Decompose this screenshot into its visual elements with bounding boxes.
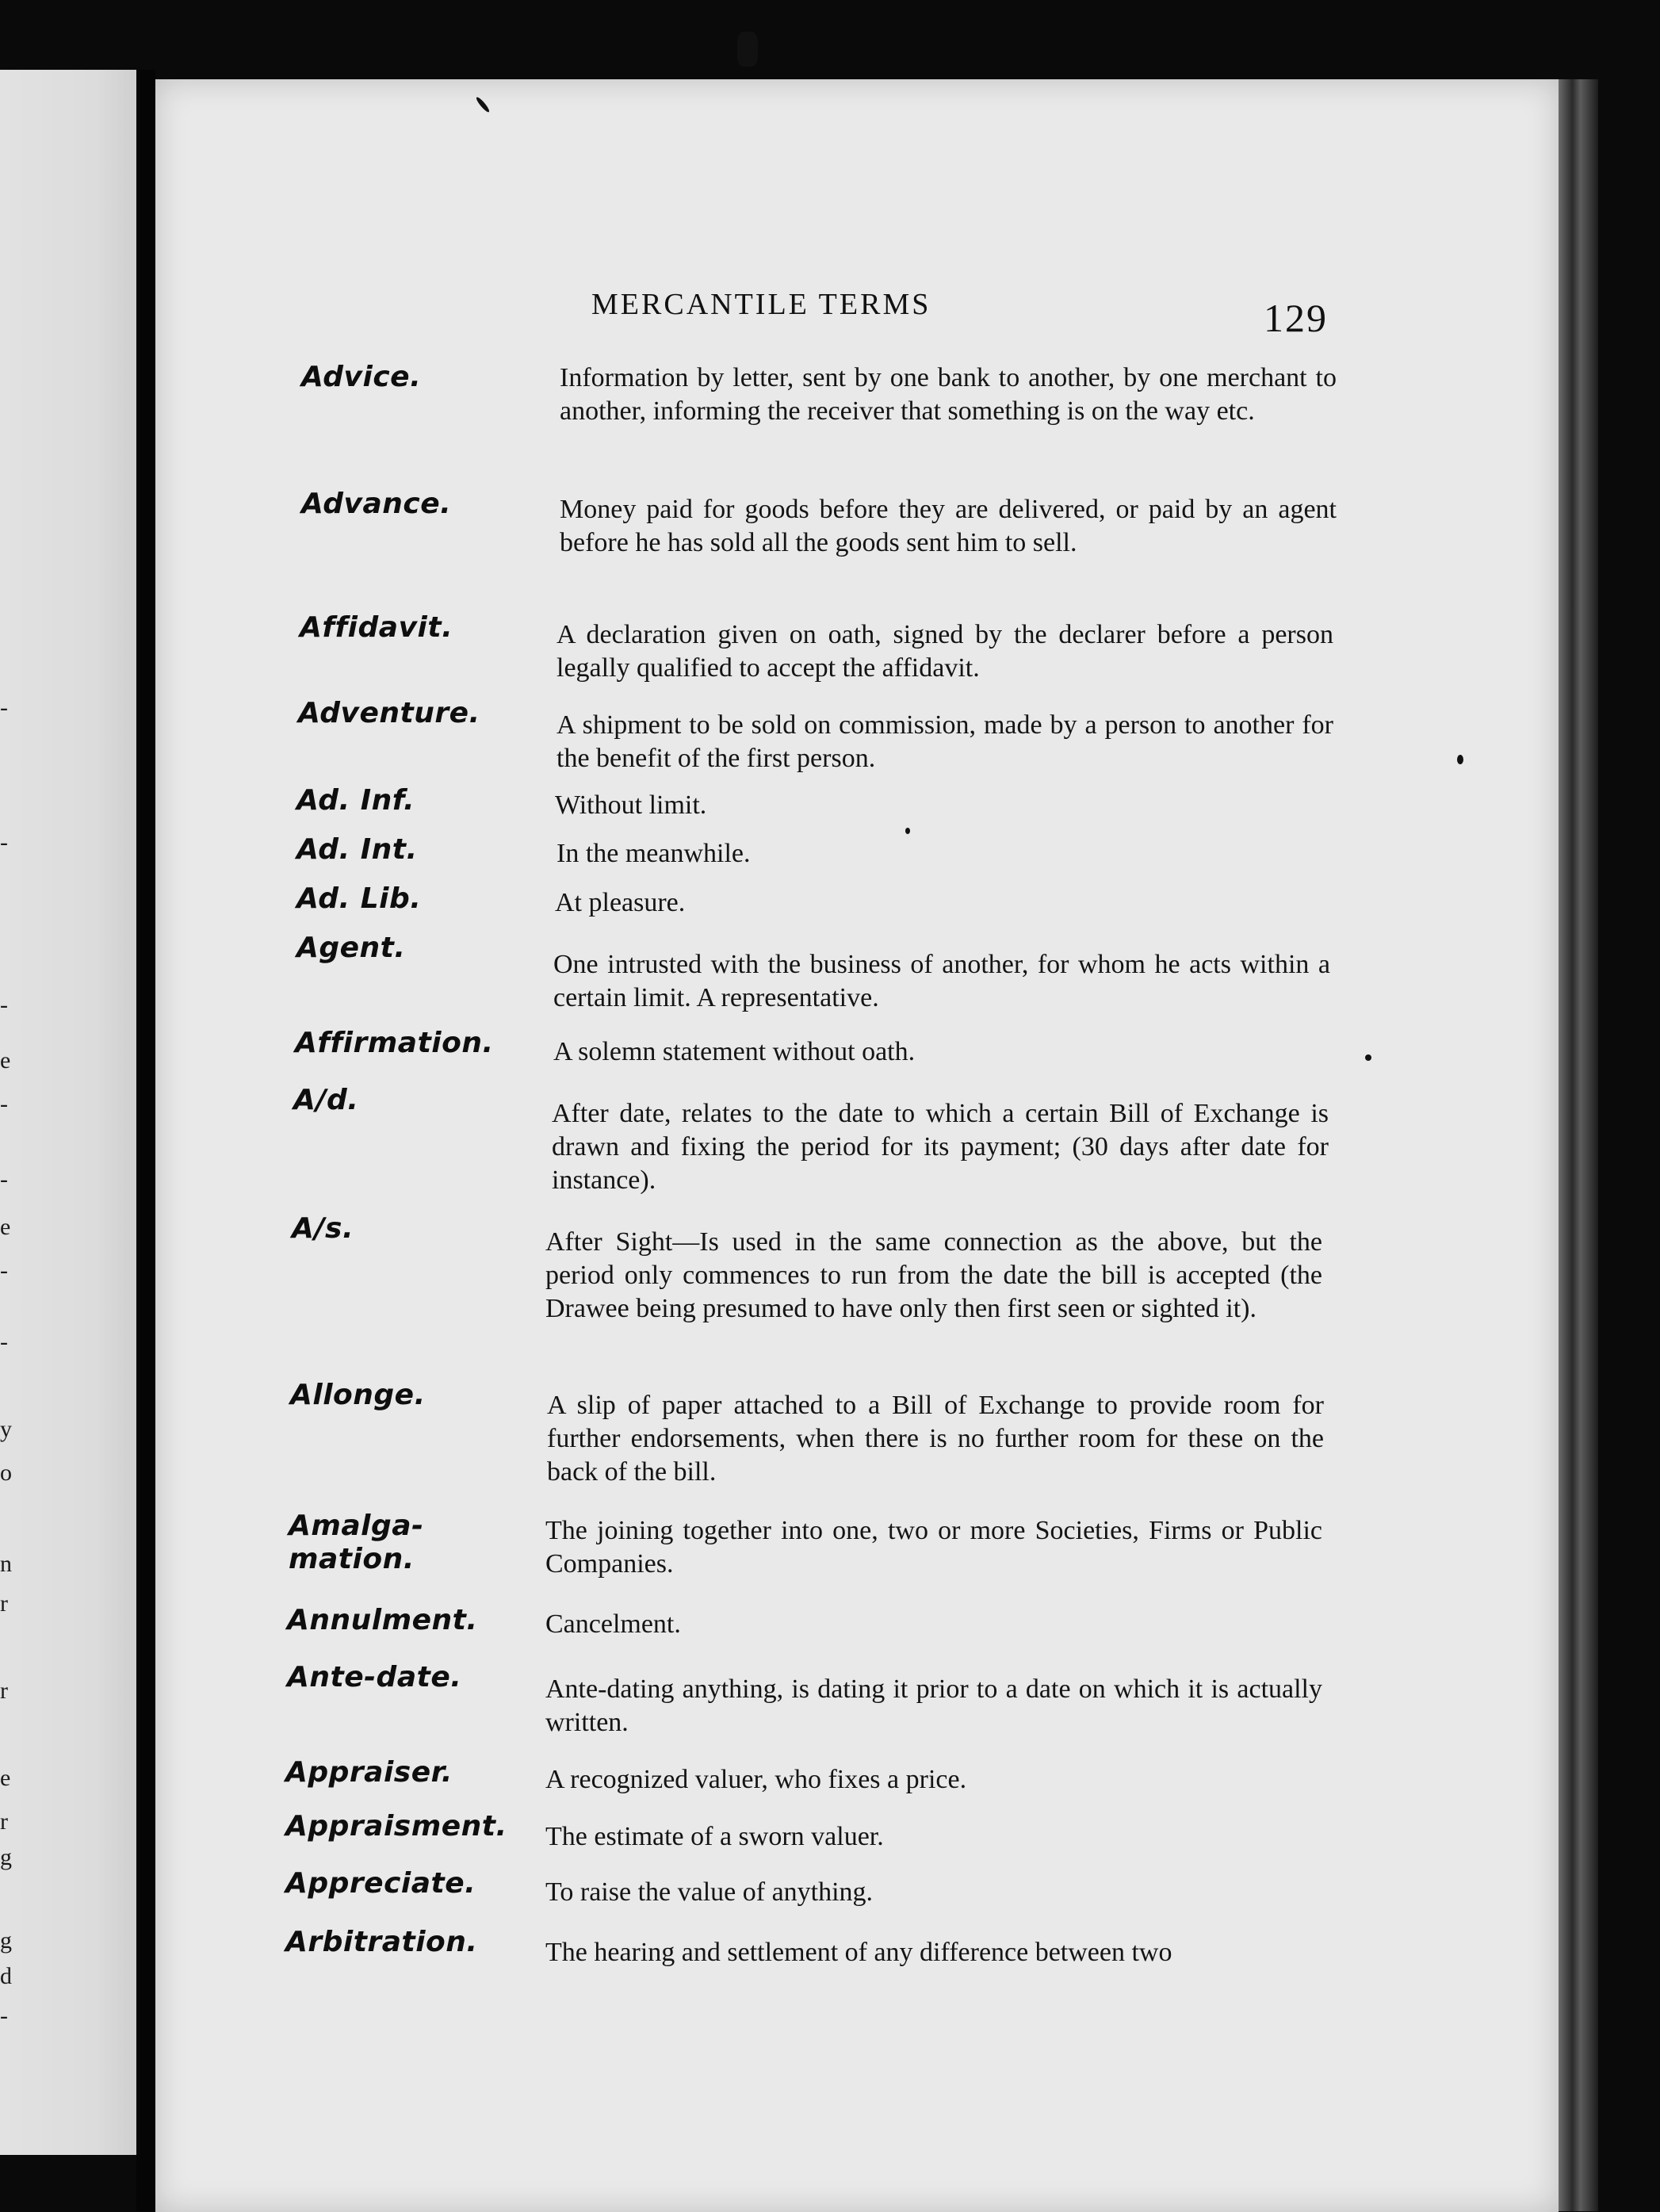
entry-term: Advance. (301, 488, 452, 520)
left-page-fragment: n (0, 1551, 12, 1577)
left-page-fragment: d (0, 1963, 12, 1989)
left-page-fragment: - (0, 695, 8, 721)
entry-term: Ad. Int. (296, 833, 418, 866)
left-page-fragment: g (0, 1844, 12, 1870)
left-page-fragment: - (0, 992, 8, 1018)
left-page-fragment: o (0, 1460, 12, 1486)
entry-definition: The estimate of a sworn valuer. (545, 1822, 884, 1851)
entry-definition: To raise the value of anything. (545, 1877, 874, 1907)
left-page-fragment: r (0, 1808, 8, 1835)
scan-mark (1365, 1054, 1371, 1061)
entry-term: Ad. Lib. (296, 882, 422, 915)
scan-mark (1457, 755, 1463, 764)
entry-definition: A slip of paper attached to a Bill of Exchange to provide room for further endorsements, when there is no further room for these on the back of the bill. (547, 1391, 1324, 1487)
entry-definition: At pleasure. (555, 888, 686, 917)
entry-definition: The hearing and settlement of any difference between two (545, 1938, 1172, 1967)
previous-page-edge (0, 70, 136, 2155)
entry-term: Ad. Inf. (296, 784, 415, 817)
entry-term: Advice. (301, 361, 422, 393)
entry-term: A/d. (293, 1084, 359, 1116)
entry-definition: A recognized valuer, who fixes a price. (545, 1765, 967, 1794)
entry-term: Affirmation. (295, 1027, 494, 1059)
left-page-fragment: r (0, 1590, 8, 1617)
left-page-fragment: - (0, 829, 8, 855)
left-page-fragment: e (0, 1214, 11, 1240)
left-page-fragment: - (0, 1329, 8, 1355)
left-page-fragment: r (0, 1678, 8, 1704)
left-page-fragment: e (0, 1765, 11, 1791)
page-number: 129 (1264, 296, 1328, 340)
entry-definition: Information by letter, sent by one bank to another, by one merchant to another, informing the receiver that something is on the way etc. (560, 363, 1337, 426)
entry-definition: Cancelment. (545, 1609, 681, 1639)
entry-term: Adventure. (298, 697, 480, 729)
entry-term: Arbitration. (285, 1926, 478, 1958)
entry-term: Allonge. (290, 1379, 426, 1411)
entry-definition: After date, relates to the date to which a certain Bill of Exchange is drawn and fixing the period for its payment; (30 days after date for instance). (552, 1099, 1329, 1195)
entry-term: Ante-date. (287, 1661, 462, 1693)
entry-definition: A solemn statement without oath. (553, 1037, 916, 1066)
left-page-fragment: - (0, 1091, 8, 1117)
entry-term: Affidavit. (300, 611, 453, 644)
entry-definition: Ante-dating anything, is dating it prior to a date on which it is actually written. (545, 1674, 1322, 1737)
entry-term: Agent. (296, 932, 406, 964)
book-spine-edge (1559, 79, 1598, 2211)
left-page-fragment: e (0, 1047, 11, 1073)
entry-term: Annulment. (287, 1604, 478, 1636)
entry-term: Appreciate. (285, 1867, 476, 1900)
scan-mark (905, 828, 910, 834)
entry-term: Appraiser. (285, 1756, 453, 1789)
scan-mark (737, 32, 758, 67)
entry-definition: The joining together into one, two or more Societies, Firms or Public Companies. (545, 1516, 1322, 1579)
left-page-fragment: y (0, 1416, 12, 1442)
entry-definition: One intrusted with the business of another, for whom he acts within a certain limit. A representative. (553, 950, 1330, 1012)
entry-definition: A shipment to be sold on commission, made by a person to another for the benefit of the first person. (557, 710, 1333, 773)
left-page-fragment: g (0, 1927, 12, 1954)
entry-definition: In the meanwhile. (557, 839, 751, 868)
entry-definition: After Sight—Is used in the same connection as the above, but the period only commences to run from the date the bill is accepted (the Drawee being presumed to have only then first seen or sighted it). (545, 1227, 1322, 1323)
entry-term: A/s. (292, 1212, 354, 1245)
entry-definition: Money paid for goods before they are delivered, or paid by an agent before he has sold all the goods sent him to sell. (560, 495, 1337, 557)
gutter-shadow (136, 70, 155, 2211)
entry-term: Amalga- mation. (289, 1510, 424, 1575)
left-page-fragment: - (0, 1257, 8, 1284)
entry-definition: Without limit. (555, 790, 707, 820)
left-page-fragment: - (0, 1166, 8, 1192)
left-page-fragment: - (0, 2003, 8, 2029)
entry-term: Appraisment. (285, 1810, 507, 1843)
entry-definition: A declaration given on oath, signed by the declarer before a person legally qualified to accept the affidavit. (557, 620, 1333, 683)
running-title: MERCANTILE TERMS (591, 288, 931, 321)
